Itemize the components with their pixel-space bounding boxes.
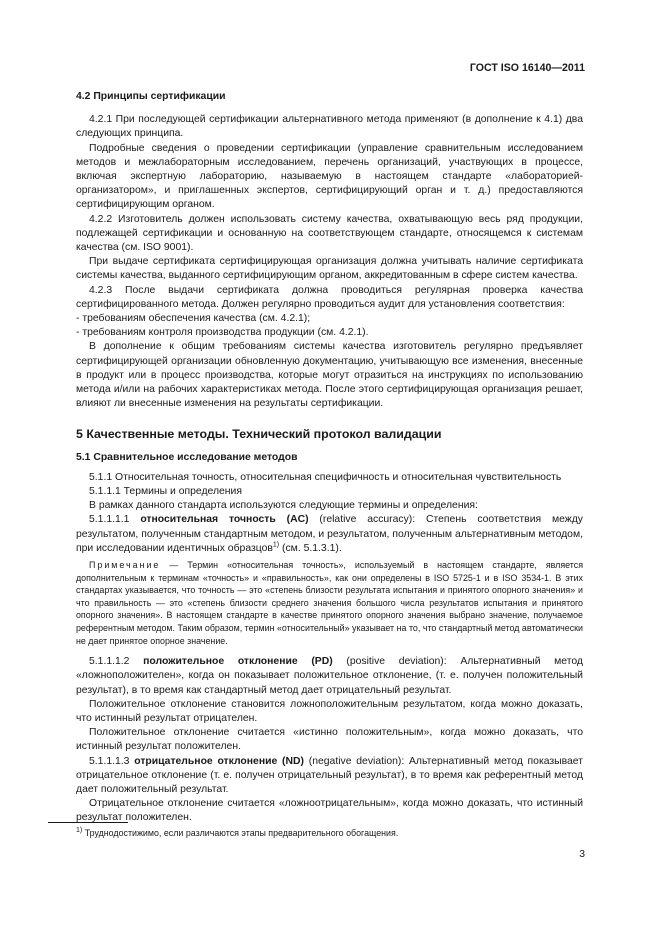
note-block [76,559,583,647]
footnote-separator [48,822,128,823]
paragraph: Положительное отклонение считается «истинно положительным», когда можно доказать, что истинный результат положителен. [76,727,583,753]
footnote-text: Труднодостижимо, если различаются этапы предварительного обогащения. [84,828,399,838]
paragraph: 4.2.2 Изготовитель должен использовать систему качества, охватывающую весь ряд продукции, подлежащей сертификации и основанную на соответствующем стандарте, относящемся к системам качества (см. ISO 9001). [76,213,583,254]
paragraph: 5.1.1 Относительная точность, относительная специфичность и относительная чувствительность [89,471,562,483]
paragraph: 5.1.1.1 Термины и определения [89,486,242,498]
paragraph: Подробные сведения о проведении сертификации (управление сравнительным исследованием методов и межлабораторным исследованием, перечень организаций, участвующих в процессе, включая экспертную лабораторию, называемую в настоящем стандарте «лабораторией-организатором», и приглашенных экспертов, сертифицирующий орган и т. д.) предоставляются сертифицирующим органом. [76,142,583,211]
defined-term: положительное отклонение (PD) [143,656,333,668]
note-label: Примечание [89,560,161,571]
definition-text: (negative deviation): Альтернативный метод показывает отрицательное отклонение (т. е. получен отрицательный результат), в то время как референтный метод дает положительный результат. [76,755,583,796]
document-code-header: ГОСТ ISO 16140—2011 [469,62,585,74]
definition-text: (positive deviation): Альтернативный метод «ложноположителен», когда он показывает положительное отклонение, (т. е. получен положительный результат), в то время как стандартный метод дает отрицательный результат. [76,656,583,696]
definition-positive-deviation [76,655,583,698]
definition-negative-deviation [76,755,583,798]
footnote-ref: 1) [272,541,280,549]
clause-number: 5.1.1.1.3 [89,755,130,767]
section-5-heading: 5 Качественные методы. Технический протокол валидации [76,427,442,442]
paragraph: Положительное отклонение становится ложноположительным результатом, когда можно доказать, что истинный результат отрицателен. [76,698,583,725]
note-text: — Термин «относительная точность», используемый в настоящем стандарте, является дополнительным к терминам «точность» и «правильность», как они определены в ISO 5725-1 и в ISO 3534-1. В этих стандартах указывается, что точность — это «степень близости результата испытания и принятого опорного значения» и что правильность — это «степень близости среднего значения большого числа результатов испытания и принятого опорного значения». В настоящем стандарте в качестве принятого опорного значения выбрано значение, получаемое референтным методом. Таким образом, термин «относительный» указывает на то, что стандартный метод автоматически не дает принятое опорное значение. [76,560,584,646]
list-item: - требованиям контроля производства продукции (см. 4.2.1). [76,327,369,339]
list-item: - требованиям обеспечения качества (см. 4.2.1); [76,313,311,325]
clause-number: 5.1.1.1.1 [89,514,130,526]
defined-term: отрицательное отклонение (ND) [134,755,304,767]
section-5-1-heading: 5.1 Сравнительное исследование методов [76,451,298,463]
page-content [76,90,583,826]
paragraph: 4.2.1 При последующей сертификации альтернативного метода применяют (в дополнение к 4.1) два следующих принципа. [76,114,583,140]
defined-term: относительная точность (AC) [140,514,309,526]
page-number: 3 [579,849,585,860]
paragraph: 4.2.3 После выдачи сертификата должна проводиться регулярная проверка качества сертифицированного метода. Должен регулярно проводиться аудит для установления соответствия: [76,284,583,310]
section-4-2-heading: 4.2 Принципы сертификации [76,91,226,102]
paragraph: В дополнение к общим требованиям системы качества изготовитель регулярно предъявляет сертифицирующей организации обновленную документацию, учитывающую все изменения, внесенные в продукт или в процесс производства, которые могут отразиться на инструкциях по использованию метода и/или на рабочих характеристиках метода. После этого сертифицирующая организация решает, влияют ли внесенные изменения на результаты сертификации. [76,341,583,410]
definition-relative-accuracy [76,513,583,556]
footnote-mark: 1) [76,827,83,835]
paragraph: Отрицательное отклонение считается «ложноотрицательным», когда можно доказать, что истинный результат положителен. [76,798,583,824]
definition-text: (relative accuracy): Степень соответствия между результатом, полученным стандартным методом, и результатом, полученным альтернативным методом, при исследовании идентичных образцов [76,514,583,554]
footnote [76,827,398,839]
paragraph: В рамках данного стандарта используются следующие термины и определения: [89,500,478,512]
definition-tail: (см. 5.1.3.1). [282,542,342,554]
clause-number: 5.1.1.1.2 [89,656,130,668]
paragraph: При выдаче сертификата сертифицирующая организация должна учитывать наличие сертификата системы качества, выданного сертифицирующим органом, аккредитованным в сфере систем качества. [76,256,583,282]
